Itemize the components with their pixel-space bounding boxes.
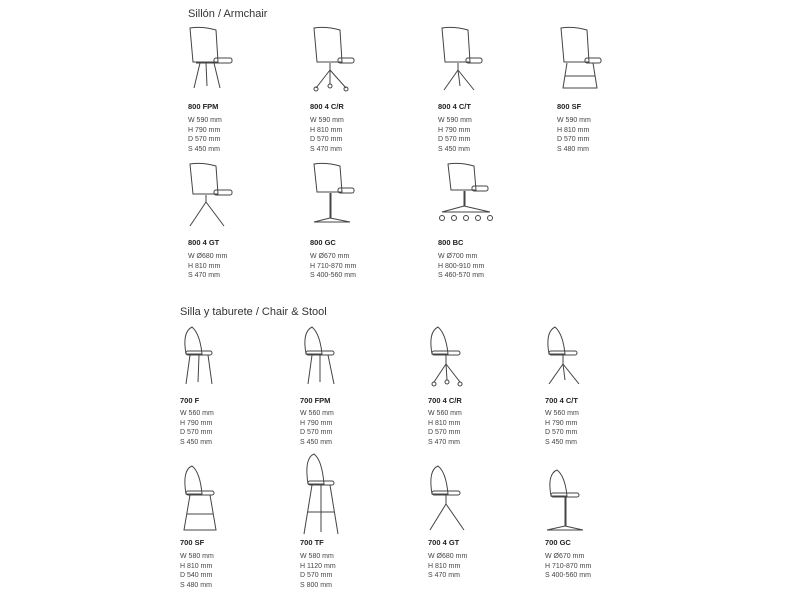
armchair-swivel-glides-drawing <box>438 24 498 94</box>
dim-height: H 710-870 mm <box>310 262 357 270</box>
dim-width: W 590 mm <box>310 117 344 124</box>
dim-depth: D 570 mm <box>300 429 333 437</box>
dimensions <box>428 409 462 447</box>
dim-seat: S 450 mm <box>188 145 220 153</box>
dim-depth: D 570 mm <box>428 429 461 437</box>
chair-pyramid-base-drawing <box>428 454 488 534</box>
section-title-armchair: Sillón / Armchair <box>188 8 268 20</box>
dim-width: W 580 mm <box>300 553 334 560</box>
dim-width: W Ø670 mm <box>545 553 585 560</box>
dim-width: W Ø680 mm <box>428 553 468 560</box>
dim-height: H 1120 mm <box>300 562 336 570</box>
dimensions <box>438 116 472 154</box>
model-code: 700 FPM <box>300 396 331 405</box>
model-code: 700 SF <box>180 538 205 547</box>
armchair-fixed-legs-drawing <box>188 24 248 94</box>
armchair-swivel-castors-drawing <box>310 24 370 94</box>
dim-height: H 810 mm <box>188 262 221 270</box>
model-code: 800 SF <box>557 102 582 111</box>
dim-height: H 810 mm <box>557 126 590 134</box>
dim-width: W Ø670 mm <box>310 253 350 260</box>
dim-depth: D 570 mm <box>557 136 590 144</box>
model-code: 700 TF <box>300 538 324 547</box>
model-code: 700 4 GT <box>428 538 460 547</box>
dim-height: H 800-910 mm <box>438 262 485 270</box>
model-code: 700 GC <box>545 538 571 547</box>
armchair-office-castors-drawing <box>438 160 500 232</box>
dim-seat: S 470 mm <box>188 272 220 280</box>
dim-seat: S 450 mm <box>180 438 212 446</box>
dim-height: H 790 mm <box>188 126 221 134</box>
dim-depth: D 570 mm <box>300 572 333 580</box>
dimensions <box>428 552 467 581</box>
model-code: 800 4 GT <box>188 238 220 247</box>
dim-depth: D 540 mm <box>180 572 213 580</box>
chair-wood-legs-drawing <box>180 324 240 390</box>
dimensions <box>310 252 356 281</box>
dim-width: W 560 mm <box>180 410 214 417</box>
section-title-chair-stool: Silla y taburete / Chair & Stool <box>180 306 327 318</box>
model-code: 800 FPM <box>188 102 219 111</box>
dim-width: W 560 mm <box>428 410 462 417</box>
dimensions <box>545 409 579 447</box>
dim-width: W 560 mm <box>300 410 334 417</box>
dim-height: H 810 mm <box>428 419 461 427</box>
dim-width: W 590 mm <box>557 117 591 124</box>
model-code: 700 4 C/T <box>545 396 578 405</box>
dim-seat: S 450 mm <box>438 145 470 153</box>
dimensions <box>180 552 214 590</box>
dim-height: H 710-870 mm <box>545 562 592 570</box>
dim-seat: S 460-570 mm <box>438 272 484 280</box>
dim-seat: S 800 mm <box>300 581 332 589</box>
model-code: 700 4 C/R <box>428 396 462 405</box>
model-code: 800 4 C/T <box>438 102 471 111</box>
chair-sled-base-drawing <box>180 454 240 534</box>
dim-height: H 790 mm <box>180 419 213 427</box>
dim-seat: S 470 mm <box>310 145 342 153</box>
dim-seat: S 450 mm <box>545 438 577 446</box>
model-code: 800 BC <box>438 238 464 247</box>
dim-height: H 810 mm <box>310 126 343 134</box>
model-code: 800 GC <box>310 238 336 247</box>
model-code: 800 4 C/R <box>310 102 344 111</box>
dimensions <box>188 116 222 154</box>
dim-height: H 790 mm <box>300 419 333 427</box>
dim-height: H 810 mm <box>428 562 461 570</box>
stool-high-legs-drawing <box>300 454 360 538</box>
dim-height: H 790 mm <box>545 419 578 427</box>
dimensions <box>188 252 227 281</box>
dim-depth: D 570 mm <box>188 136 221 144</box>
dimensions <box>300 552 336 590</box>
dim-seat: S 470 mm <box>428 438 460 446</box>
dim-height: H 790 mm <box>438 126 471 134</box>
dimensions <box>545 552 591 581</box>
dimensions <box>557 116 591 154</box>
dim-seat: S 480 mm <box>180 581 212 589</box>
dim-width: W 590 mm <box>188 117 222 124</box>
dim-depth: D 570 mm <box>545 429 578 437</box>
dimensions <box>310 116 344 154</box>
dim-seat: S 480 mm <box>557 145 589 153</box>
dim-width: W 560 mm <box>545 410 579 417</box>
dimensions <box>300 409 334 447</box>
dim-width: W 580 mm <box>180 553 214 560</box>
dim-height: H 810 mm <box>180 562 213 570</box>
dim-width: W Ø700 mm <box>438 253 478 260</box>
dimensions <box>438 252 484 281</box>
dim-width: W Ø680 mm <box>188 253 228 260</box>
dim-seat: S 450 mm <box>300 438 332 446</box>
dim-depth: D 570 mm <box>310 136 343 144</box>
armchair-pyramid-base-drawing <box>188 160 248 230</box>
dim-seat: S 400-560 mm <box>545 572 591 580</box>
chair-swivel-glides-drawing <box>545 324 605 390</box>
dim-width: W 590 mm <box>438 117 472 124</box>
model-code: 700 F <box>180 396 200 405</box>
chair-swivel-castors-drawing <box>428 324 488 390</box>
chair-metal-legs-drawing <box>300 324 360 390</box>
dim-depth: D 570 mm <box>180 429 213 437</box>
armchair-sled-base-drawing <box>557 24 617 94</box>
dimensions <box>180 409 214 447</box>
dim-seat: S 470 mm <box>428 572 460 580</box>
dim-seat: S 400-560 mm <box>310 272 356 280</box>
dim-depth: D 570 mm <box>438 136 471 144</box>
chair-gas-lift-drawing <box>545 454 605 534</box>
armchair-gas-lift-drawing <box>310 160 370 230</box>
